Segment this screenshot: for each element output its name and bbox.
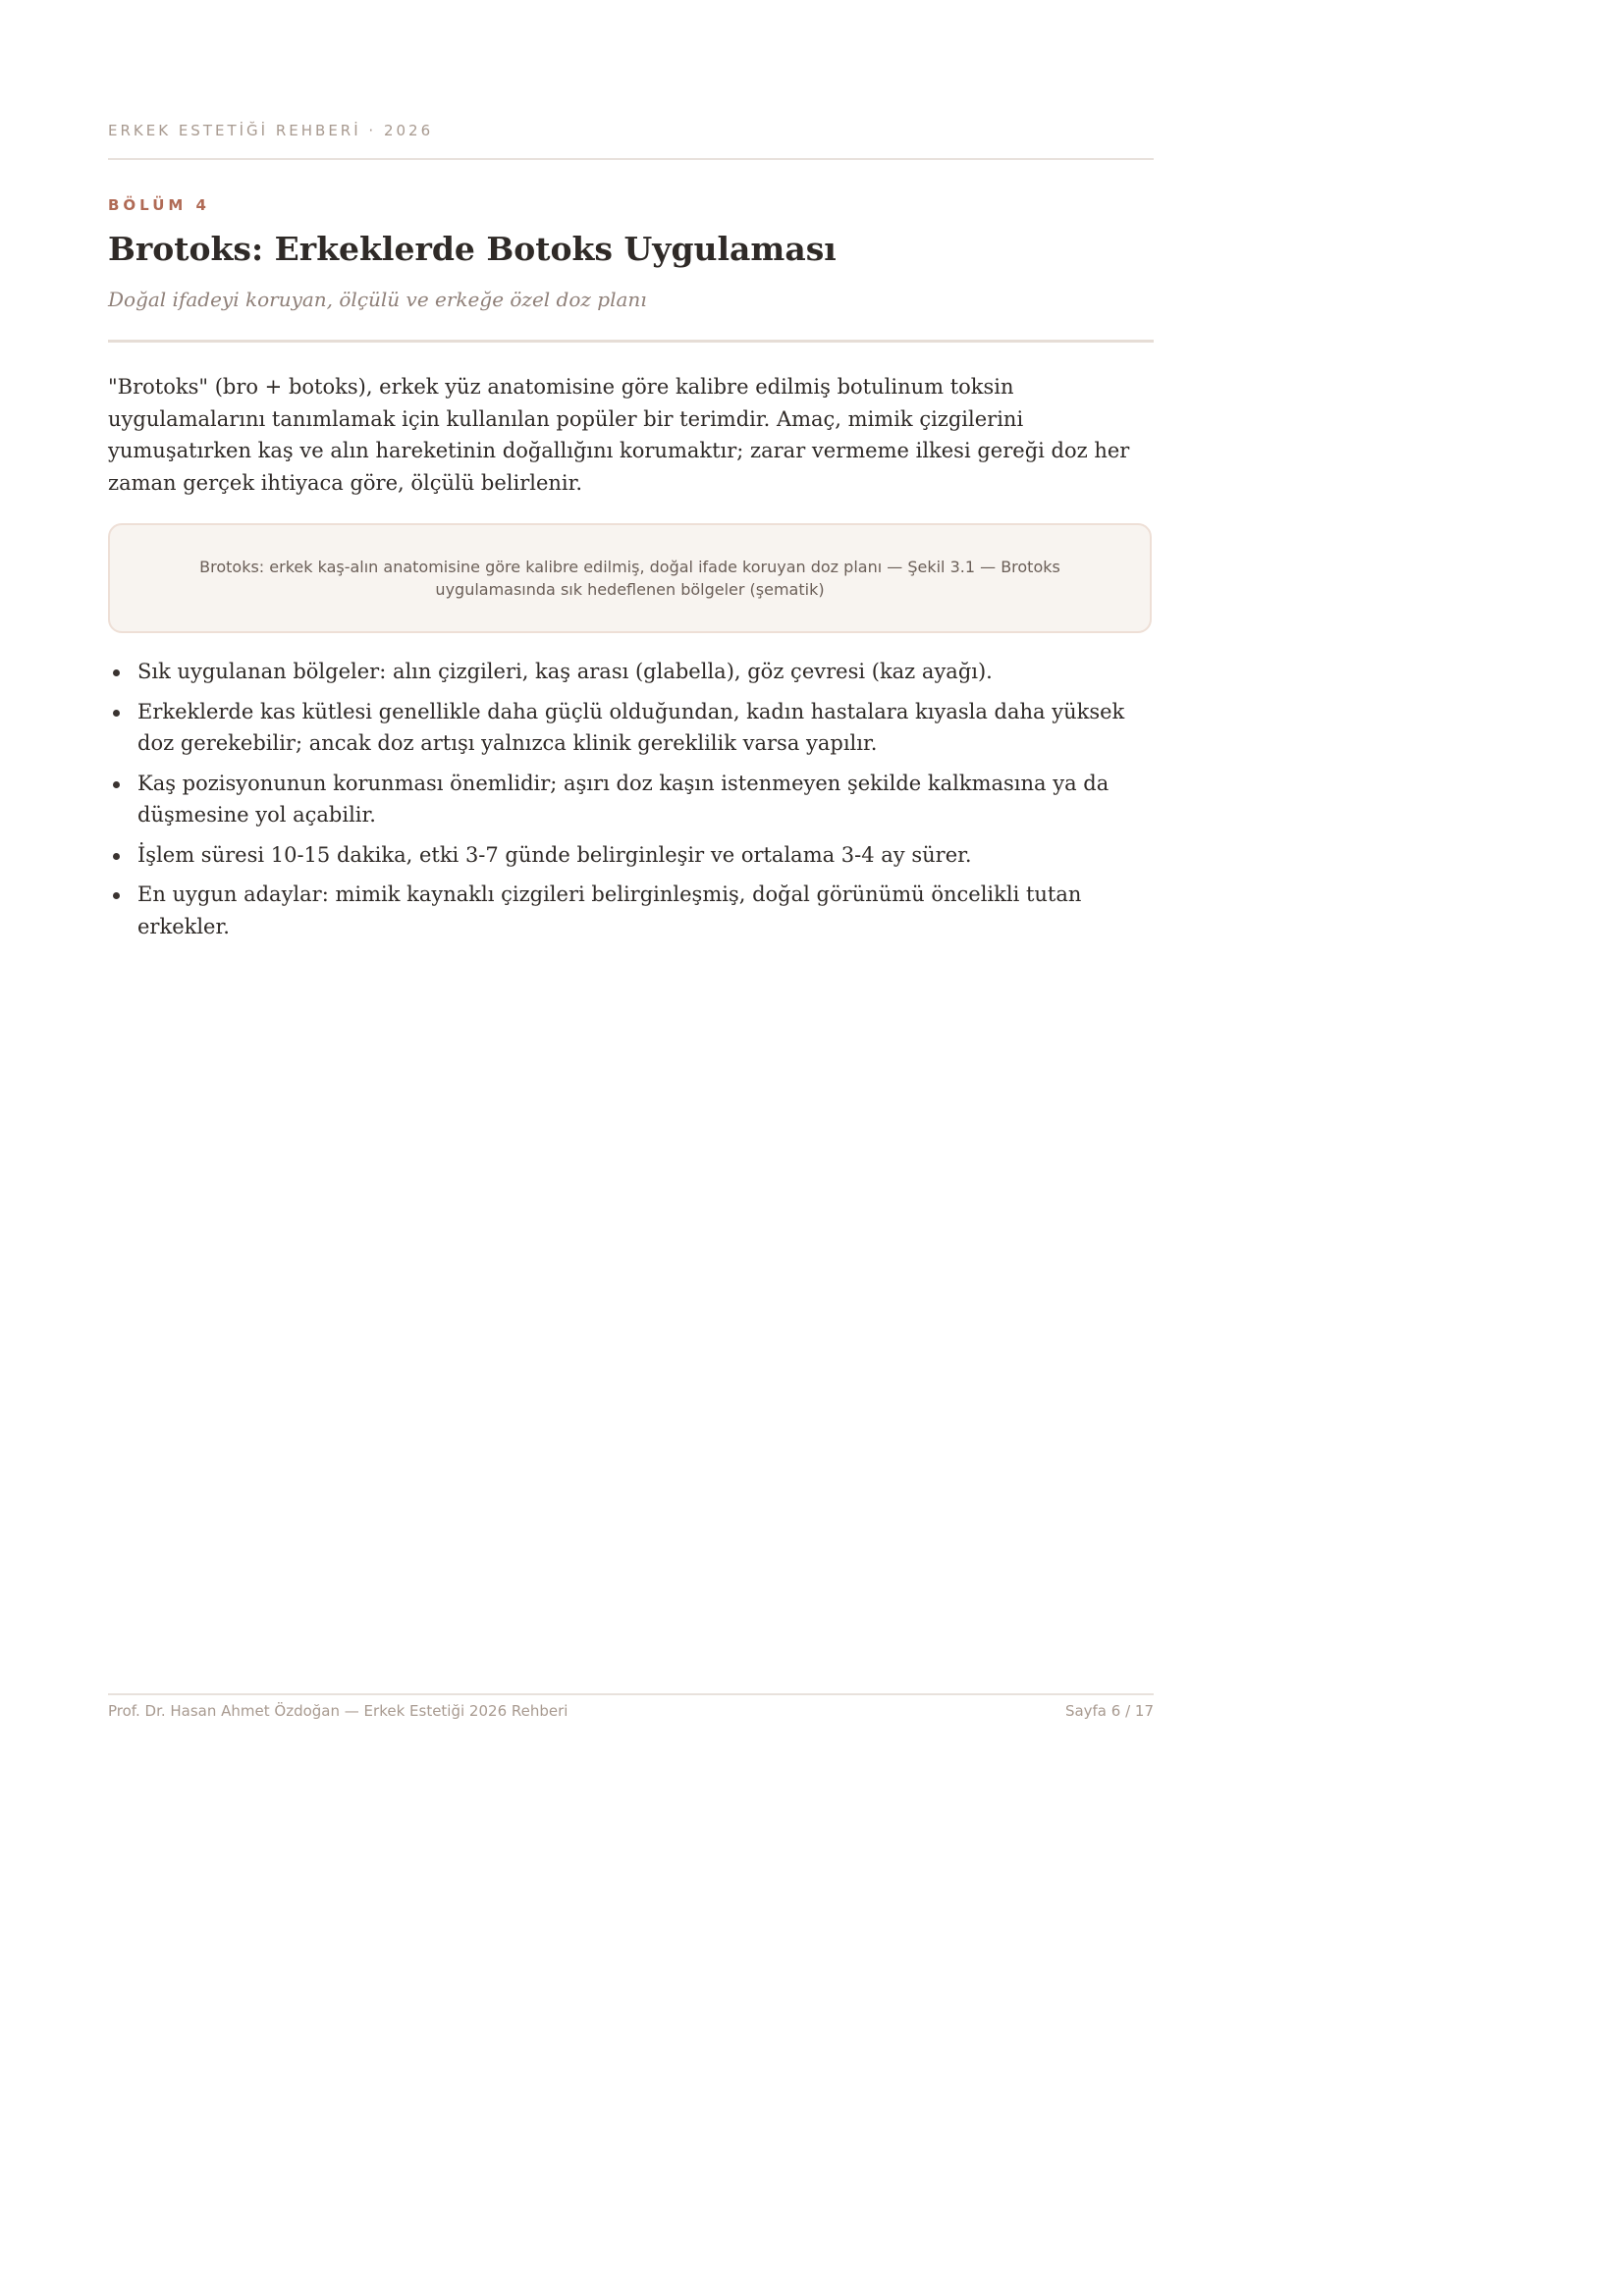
list-item <box>108 839 1154 872</box>
list-item-text: En uygun adaylar: mimik kaynaklı çizgileri belirginleşmiş, doğal görünümü öncelikli tutan erkekler. <box>137 882 1082 938</box>
figure-placeholder <box>108 523 1152 633</box>
bullet-dot-icon <box>113 669 120 676</box>
chapter-title: Brotoks: Erkeklerde Botoks Uygulaması <box>108 230 837 268</box>
list-item-text: Kaş pozisyonunun korunması önemlidir; aşırı doz kaşın istenmeyen şekilde kalkmasına ya da düşmesine yol açabilir. <box>137 771 1109 827</box>
figure-caption: Brotoks: erkek kaş-alın anatomisine göre kalibre edilmiş, doğal ifade koruyan doz planı — Şekil 3.1 — Brotoks uygulamasında sık hedeflenen bölgeler (şematik) <box>199 558 1060 599</box>
page-number: Sayfa 6 / 17 <box>1064 1702 1154 1720</box>
list-item-text: Sık uygulanan bölgeler: alın çizgileri, kaş arası (glabella), göz çevresi (kaz ayağı). <box>137 660 993 683</box>
list-item <box>108 696 1154 760</box>
bullet-dot-icon <box>113 892 120 899</box>
footer-author: Prof. Dr. Hasan Ahmet Özdoğan — Erkek Estetiği 2026 Rehberi <box>108 1702 568 1720</box>
bullet-list <box>108 656 1154 950</box>
list-item-text: Erkeklerde kas kütlesi genellikle daha güçlü olduğundan, kadın hastalara kıyasla daha yüksek doz gerekebilir; ancak doz artışı yalnızca klinik gereklilik varsa yapılır. <box>137 699 1125 755</box>
chapter-label: BÖLÜM 4 <box>108 196 210 214</box>
bullet-dot-icon <box>113 710 120 717</box>
chapter-subtitle: Doğal ifadeyi koruyan, ölçülü ve erkeğe özel doz planı <box>108 288 647 311</box>
bullet-dot-icon <box>113 781 120 788</box>
bullet-dot-icon <box>113 853 120 860</box>
running-header: ERKEK ESTETİĞİ REHBERİ · 2026 <box>108 122 434 139</box>
footer-divider <box>108 1693 1154 1695</box>
list-item-text: İşlem süresi 10-15 dakika, etki 3-7 günde belirginleşir ve ortalama 3-4 ay sürer. <box>137 842 972 867</box>
list-item <box>108 879 1154 942</box>
intro-paragraph: "Brotoks" (bro + botoks), erkek yüz anatomisine göre kalibre edilmiş botulinum toksin uygulamalarını tanımlamak için kullanılan popüler bir terimdir. Amaç, mimik çizgilerini yumuşatırken kaş ve alın hareketinin doğallığını korumaktır; zarar vermeme ilkesi gereği doz her zaman gerçek ihtiyaca göre, ölçülü belirlenir. <box>108 375 1130 495</box>
header-divider <box>108 158 1154 160</box>
list-item <box>108 768 1154 831</box>
title-divider <box>108 340 1154 343</box>
list-item <box>108 656 1154 688</box>
